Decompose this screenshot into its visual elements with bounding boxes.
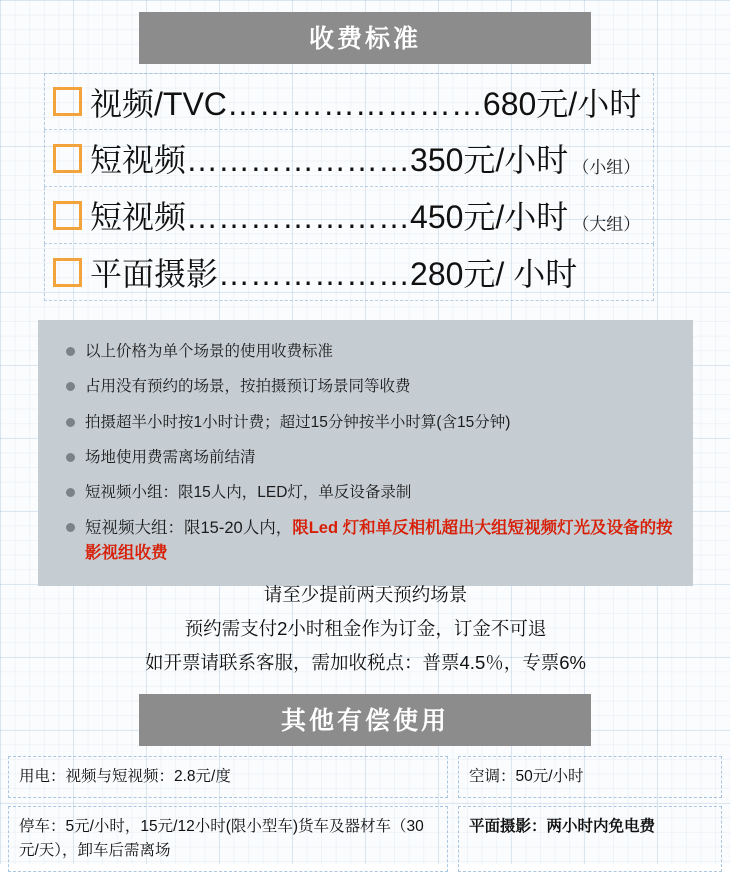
- note-text-plain: 短视频大组：限15-20人内，: [85, 519, 293, 538]
- note-text: 场地使用费需离场前结清: [85, 448, 256, 466]
- other-paid-table: [8, 756, 722, 880]
- notes-panel: [38, 320, 693, 586]
- price-label: 平面摄影………………: [90, 256, 411, 292]
- price-amount: 680元/小时: [482, 85, 642, 122]
- price-amount: 350元/小时: [410, 142, 569, 178]
- note-item: [38, 334, 693, 369]
- note-text: 占用没有预约的场景，按拍摄预订场景同等收费: [85, 378, 411, 396]
- bullet-icon: [66, 488, 75, 497]
- photography-cell: [458, 806, 722, 872]
- note-text: 拍摄超半小时按1小时计费；超过15分钟按半小时算(含15分钟): [85, 413, 511, 431]
- bullet-icon: [66, 523, 75, 532]
- booking-terms: [38, 578, 693, 681]
- price-label: 短视频…………………: [90, 142, 411, 178]
- price-amount: 450元/小时: [410, 199, 569, 235]
- bullet-icon: [66, 382, 75, 391]
- price-row: [44, 130, 654, 187]
- price-label: 视频/TVC……………………: [90, 85, 483, 122]
- note-text: 以上价格为单个场景的使用收费标准: [85, 343, 334, 360]
- note-item: [38, 440, 693, 475]
- note-text: 短视频小组：限15人内，LED灯，单反设备录制: [85, 484, 412, 501]
- checkbox-icon[interactable]: [53, 201, 82, 230]
- price-row: [44, 187, 654, 244]
- bullet-icon: [66, 453, 75, 462]
- note-item: [38, 510, 693, 572]
- note-item: [38, 405, 693, 440]
- booking-line: 预约需支付2小时租金作为订金，订金不可退: [184, 618, 547, 640]
- note-text: [85, 516, 679, 566]
- price-row: [44, 244, 654, 301]
- other-paid-banner: 其他有偿使用: [139, 694, 591, 746]
- bullet-icon: [66, 418, 75, 427]
- air-conditioning-cell: 空调：50元/小时: [458, 756, 722, 798]
- note-text-highlight: 限Led 灯和单反相机超出大组短视频灯光及设备的按影视组收费: [85, 519, 673, 562]
- photography-value: 两小时内免电费: [546, 818, 656, 836]
- price-note: （大组）: [572, 215, 641, 234]
- price-note: （小组）: [572, 158, 641, 177]
- booking-line: 如开票请联系客服，需加收税点：普票4.5％，专票6%: [145, 652, 586, 674]
- checkbox-icon[interactable]: [53, 258, 82, 287]
- parking-cell: 停车：5元/小时，15元/12小时(限小型车)货车及器材车（30元/天），卸车后需离场: [8, 806, 448, 872]
- photography-label: 平面摄影：: [469, 818, 547, 836]
- price-row: [44, 73, 654, 130]
- note-item: [38, 475, 693, 510]
- electricity-cell: 用电：视频与短视频：2.8元/度: [8, 756, 448, 798]
- booking-line: 请至少提前两天预约场景: [263, 584, 468, 605]
- note-item: [38, 369, 693, 404]
- bullet-icon: [66, 347, 75, 356]
- checkbox-icon[interactable]: [53, 87, 82, 116]
- price-label: 短视频…………………: [90, 199, 411, 235]
- price-amount: 280元/ 小时: [410, 256, 578, 292]
- table-row: [8, 756, 722, 798]
- price-list: [44, 73, 654, 301]
- checkbox-icon[interactable]: [53, 144, 82, 173]
- pricing-banner: 收费标准: [139, 12, 591, 64]
- table-row: [8, 806, 722, 872]
